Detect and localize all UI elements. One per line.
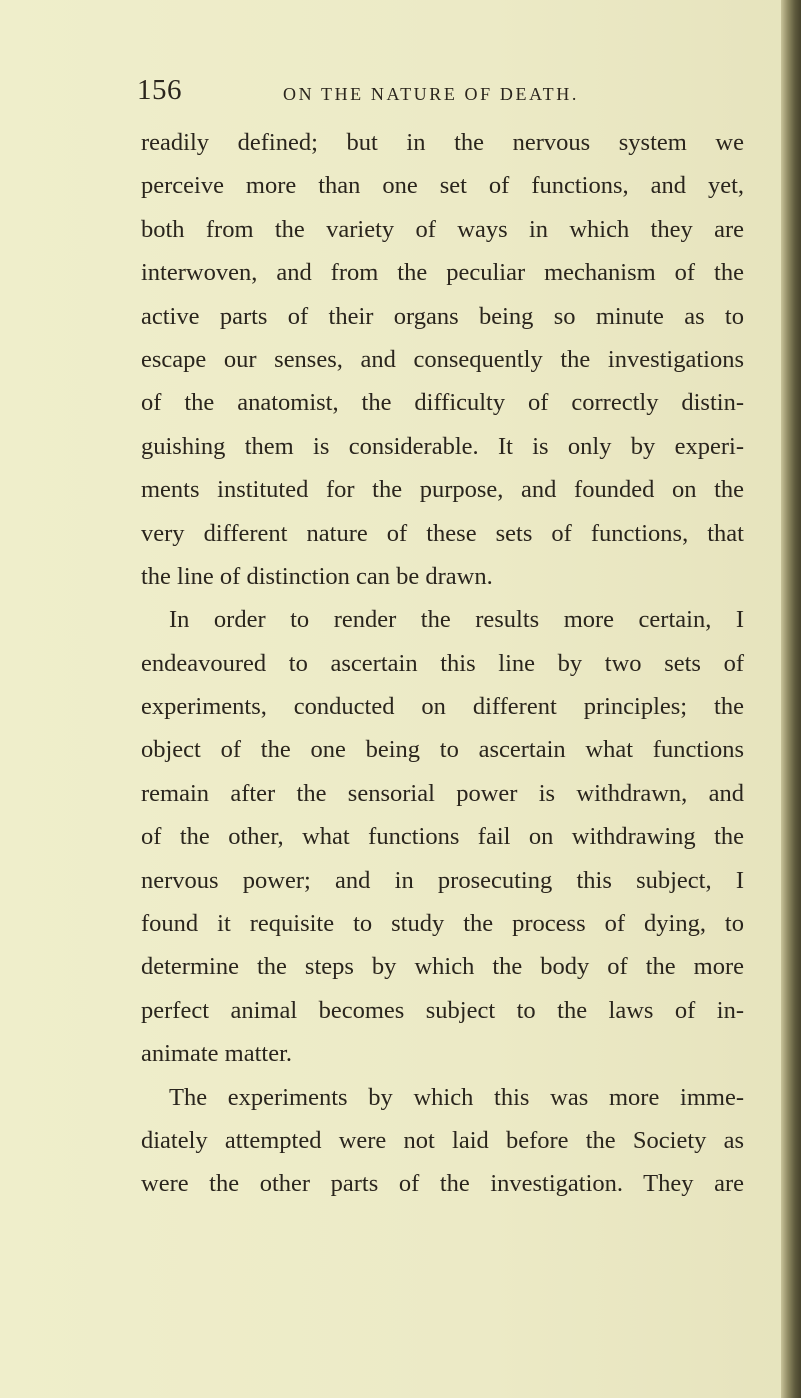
text-line: In order to render the results more certain, I bbox=[169, 606, 744, 634]
text-line: active parts of their organs being so minute as to bbox=[141, 302, 744, 330]
text-line: endeavoured to ascertain this line by two sets of bbox=[141, 649, 744, 677]
page-number: 156 bbox=[137, 74, 182, 106]
text-line: found it requisite to study the process of dying, to bbox=[141, 910, 744, 938]
text-line: readily defined; but in the nervous system we bbox=[141, 129, 744, 156]
body-text bbox=[141, 121, 744, 1206]
running-title: ON THE NATURE OF DEATH. bbox=[283, 84, 579, 104]
text-line: object of the one being to ascertain what functions bbox=[141, 736, 744, 764]
text-line: of the anatomist, the difficulty of correctly distin- bbox=[141, 389, 744, 417]
text-line: escape our senses, and consequently the investigations bbox=[141, 345, 744, 373]
text-line: both from the variety of ways in which they are bbox=[141, 215, 744, 243]
text-line: the line of distinction can be drawn. bbox=[141, 562, 493, 590]
text-line: very different nature of these sets of functions, that bbox=[141, 519, 744, 547]
text-line: were the other parts of the investigation. They are bbox=[141, 1170, 744, 1198]
text-line: remain after the sensorial power is withdrawn, and bbox=[141, 779, 744, 807]
text-line: of the other, what functions fail on withdrawing the bbox=[141, 823, 744, 851]
text-line: perfect animal becomes subject to the laws of in- bbox=[141, 996, 744, 1024]
text-line: perceive more than one set of functions, and yet, bbox=[141, 172, 744, 200]
text-line: ments instituted for the purpose, and founded on the bbox=[141, 476, 744, 504]
text-line: determine the steps by which the body of the more bbox=[141, 953, 744, 981]
text-line: interwoven, and from the peculiar mechanism of the bbox=[141, 259, 744, 287]
text-line: nervous power; and in prosecuting this subject, I bbox=[141, 866, 744, 894]
text-line: guishing them is considerable. It is only by experi- bbox=[141, 432, 744, 460]
text-line: experiments, conducted on different principles; the bbox=[141, 693, 744, 721]
text-line: diately attempted were not laid before the Society as bbox=[141, 1126, 744, 1154]
text-line: animate matter. bbox=[141, 1040, 293, 1068]
text-line: The experiments by which this was more imme- bbox=[169, 1083, 744, 1111]
book-spine-edge bbox=[781, 0, 801, 1398]
running-head bbox=[137, 74, 737, 114]
